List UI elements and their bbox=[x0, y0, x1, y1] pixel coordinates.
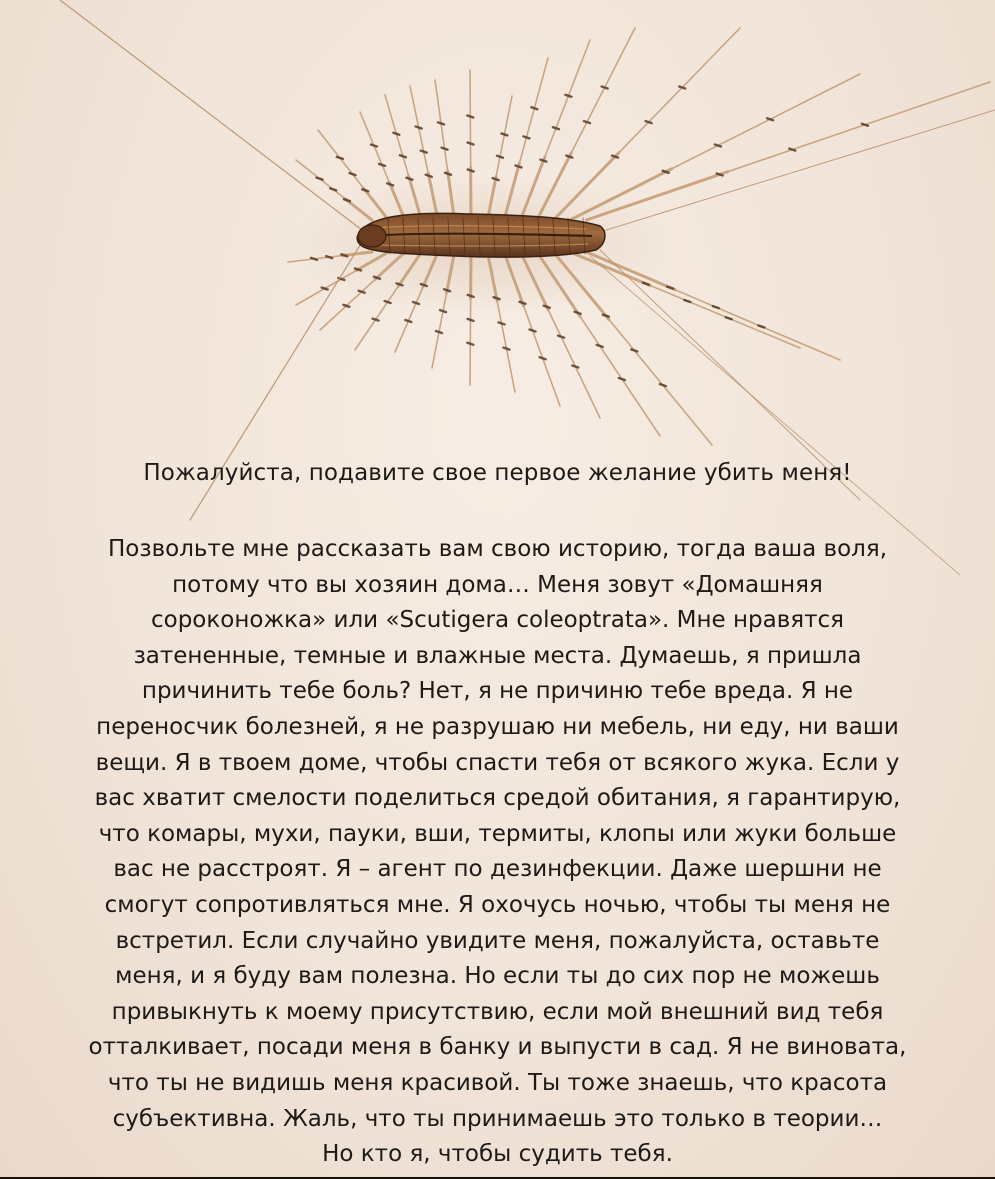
leg-lower-tip bbox=[580, 316, 660, 436]
leg-band bbox=[406, 178, 412, 180]
leg-band bbox=[758, 326, 764, 328]
leg-band bbox=[572, 366, 578, 368]
leg-band bbox=[713, 306, 719, 308]
leg-upper-tip bbox=[728, 82, 990, 172]
leg-band bbox=[679, 87, 685, 89]
leg-band bbox=[445, 173, 451, 175]
leg-band bbox=[553, 127, 559, 129]
story-line: что комары, мухи, пауки, вши, термиты, клопы или жуки больше bbox=[98, 820, 897, 847]
story-line: привыкнуть к моему присутствию, если мой внешний вид тебя bbox=[111, 998, 884, 1025]
leg-band bbox=[499, 322, 505, 324]
antenna-left-upper bbox=[60, 0, 362, 230]
leg-band bbox=[371, 144, 377, 146]
story-text bbox=[0, 532, 995, 1173]
leg-band bbox=[540, 357, 546, 359]
leg-band bbox=[405, 320, 411, 322]
leg-upper-tip bbox=[410, 86, 428, 173]
leg-band bbox=[584, 121, 590, 123]
leg-band bbox=[540, 160, 546, 162]
leg-band bbox=[523, 136, 529, 138]
story-line: сороконожка» или «Scutigera coleoptrata». Мне нравятся bbox=[150, 607, 845, 634]
leg-band bbox=[330, 188, 336, 190]
story-line: затененные, темные и влажные места. Думаешь, я пришла bbox=[133, 642, 862, 669]
leg-band bbox=[558, 336, 564, 338]
leg-band bbox=[497, 156, 503, 158]
leg-band bbox=[565, 95, 571, 97]
leg-lower-tip bbox=[497, 301, 515, 392]
story-line: что ты не видишь меня красивой. Ты тоже знаешь, что красота bbox=[107, 1069, 888, 1096]
story-line: причинить тебе боль? Нет, я не причиню тебе вреда. Я не bbox=[141, 678, 854, 705]
headline: Пожалуйста, подавите свое первое желание убить меня! bbox=[143, 460, 852, 486]
leg-lower-tip bbox=[524, 306, 560, 406]
story-line: отталкивает, посади меня в банку и выпусти в сад. Я не виновата, bbox=[88, 1034, 907, 1061]
leg-band bbox=[516, 166, 522, 168]
leg-band bbox=[317, 178, 323, 180]
story-line: вас не расстроят. Я – агент по дезинфекции. Даже шершни не bbox=[113, 856, 882, 883]
leg-band bbox=[337, 157, 343, 159]
leg-upper-tip bbox=[360, 112, 389, 182]
leg-band bbox=[684, 300, 690, 302]
centipede-body bbox=[357, 213, 605, 257]
leg-lower-tip bbox=[470, 299, 471, 385]
leg-upper-tip bbox=[545, 40, 590, 157]
leg-upper-tip bbox=[470, 70, 471, 168]
leg-band bbox=[393, 133, 399, 135]
story-line: смогут сопротивляться мне. Я охочусь ночью, чтобы ты меня не bbox=[104, 891, 891, 918]
leg-band bbox=[373, 319, 379, 321]
story-line: субъективна. Жаль, что ты принимаешь это только в теории… bbox=[112, 1105, 883, 1132]
leg-band bbox=[531, 107, 537, 109]
leg-band bbox=[467, 343, 473, 345]
leg-band bbox=[467, 319, 473, 321]
leg-band bbox=[442, 148, 448, 150]
leg-upper-tip bbox=[571, 28, 635, 153]
story-line: Позвольте мне рассказать вам свою историю, тогда ваша воля, bbox=[107, 536, 888, 562]
leg-band bbox=[503, 348, 509, 350]
leg-band bbox=[631, 349, 637, 351]
leg-band bbox=[426, 175, 432, 177]
leg-band bbox=[646, 121, 652, 123]
leg-upper-tip bbox=[519, 58, 548, 163]
leg-band bbox=[566, 156, 572, 158]
leg-band bbox=[575, 312, 581, 314]
leg-upper-tip bbox=[385, 95, 409, 176]
rear-leg-long bbox=[600, 110, 995, 232]
story-line: меня, и я буду вам полезна. Но если ты до сих пор не можешь bbox=[115, 963, 880, 990]
leg-band bbox=[467, 143, 473, 145]
leg-band bbox=[416, 127, 422, 129]
leg-band bbox=[726, 317, 732, 319]
leg-band bbox=[530, 330, 536, 332]
leg-band bbox=[400, 155, 406, 157]
story-line: встретил. Если случайно увидите меня, пожалуйста, оставьте bbox=[115, 927, 880, 954]
leg-band bbox=[379, 164, 385, 166]
leg-band bbox=[467, 116, 473, 118]
story-line: потому что вы хозяин дома… Меня зовут «Домашняя bbox=[172, 571, 823, 598]
leg-band bbox=[343, 305, 349, 307]
leg-band bbox=[501, 133, 507, 135]
leg-band bbox=[603, 315, 609, 317]
story-line: вас хватит смелости поделиться средой обитания, я гарантирую, bbox=[94, 785, 901, 812]
centipede-head bbox=[358, 225, 386, 247]
story-line: переносчик болезней, я не разрушаю ни мебель, ни еду, ни ваши bbox=[96, 713, 899, 740]
story-line: Но кто я, чтобы судить тебя. bbox=[322, 1141, 673, 1168]
leg-band bbox=[468, 170, 474, 172]
leg-band bbox=[438, 122, 444, 124]
leg-upper-tip bbox=[619, 28, 740, 153]
leg-upper-tip bbox=[672, 74, 861, 169]
leg-band bbox=[602, 87, 608, 89]
leg-band bbox=[350, 173, 356, 175]
leg-band bbox=[597, 345, 603, 347]
leg-band bbox=[619, 378, 625, 380]
leg-upper-tip bbox=[435, 80, 448, 171]
leg-lower-tip bbox=[548, 310, 600, 418]
leg-band bbox=[660, 384, 666, 386]
leg-band bbox=[436, 331, 442, 333]
leg-band bbox=[421, 151, 427, 153]
story-line: вещи. Я в твоем доме, чтобы спасти тебя от всякого жука. Если у bbox=[95, 749, 900, 776]
leg-upper-tip bbox=[496, 96, 512, 177]
